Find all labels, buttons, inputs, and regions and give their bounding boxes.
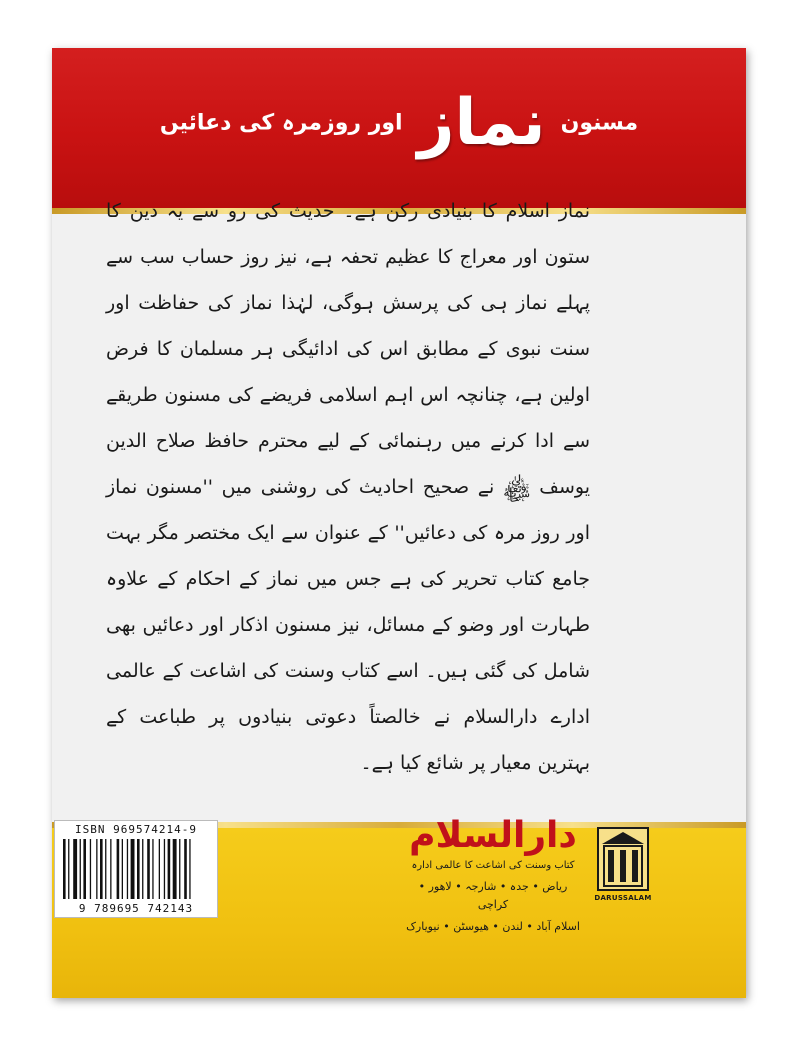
barcode-icon bbox=[61, 839, 211, 899]
title-subtitle: اور روزمرہ کی دعائیں bbox=[159, 110, 403, 136]
ean-number: 9 789695 742143 bbox=[78, 902, 194, 915]
isbn-label: ISBN 969574214-9 bbox=[75, 823, 197, 836]
title-right-word: مسنون bbox=[560, 110, 639, 136]
darussalam-book-logo-icon bbox=[596, 826, 650, 906]
publisher-block bbox=[404, 814, 582, 936]
publisher-name: دارالسلام bbox=[409, 815, 577, 856]
publisher-cities-line-1: ریاض • جدہ • شارجہ • لاهور • کراچی bbox=[418, 880, 568, 911]
isbn-barcode bbox=[54, 820, 218, 918]
title-main-word: نماز bbox=[417, 86, 546, 160]
logo-label: DARUSSALAM bbox=[594, 894, 652, 902]
cover-title bbox=[52, 86, 746, 196]
description-text: نماز اسلام کا بنیادی رکن ہے۔ حدیث کی رو سے یہ دین کا ستون اور معراج کا عظیم تحفہ ہے، نیز روز حساب سب سے پہلے نماز ہی کی پرسش ہوگی، لہٰذا نماز کی حفاظت اور سنت نبوی کے مطابق اس کی ادائیگی ہر مسلمان کا فرض اولین ہے، چنانچہ اس اہم اسلامی فریضے کی مسنون طریقے سے ادا کرنے میں رہنمائی کے لیے محترم حافظ صلاح الدین یوسف ﷾ نے صحیح احادیث کی روشنی میں ''مسنون نماز اور روز مرہ کی دعائیں'' کے عنوان سے ایک مختصر مگر بہت جامع کتاب تحریر کی ہے جس میں نماز کے احکام کے علاوہ طہارت اور وضو کے مسائل، نیز مسنون اذکار اور دعائیں بھی شامل کی گئی ہیں۔ اسے کتاب وسنت کی اشاعت کے عالمی ادارے دارالسلام نے خالصتاً دعوتی بنیادوں پر طباعت کے بہترین معیار پر شائع کیا ہے۔ bbox=[106, 200, 590, 774]
publisher-tagline: کتاب وسنت کی اشاعت کا عالمی ادارہ bbox=[411, 860, 575, 871]
publisher-cities-line-2: اسلام آباد • لندن • هیوسٹن • نیویارک bbox=[406, 920, 580, 933]
